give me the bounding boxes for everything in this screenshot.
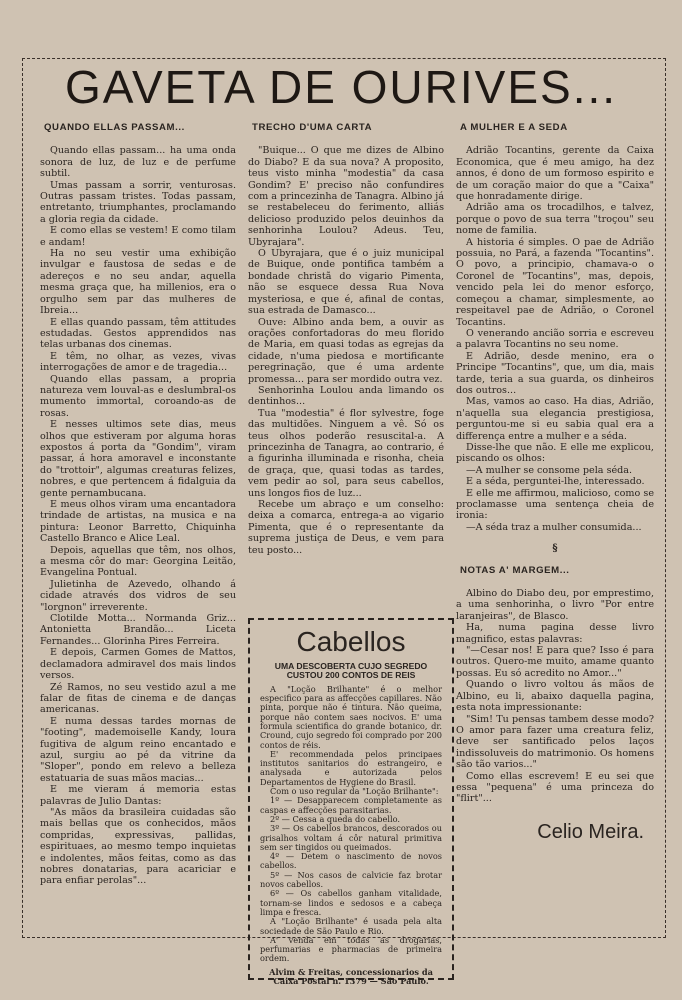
left-paragraph: E depois, Carmen Gomes de Mattos, declamadora admiravel dos mais lindos versos. bbox=[40, 647, 236, 682]
left-paragraph: Ha no seu vestir uma exhibição invulgar e faustosa de sedas e de adereços e no seu andar, aquella mesma graça que, ha millenios, era o orgulho sem par das mulheres de Ibreia... bbox=[40, 248, 236, 317]
right-paragraph: —A séda traz a mulher consumida... bbox=[466, 521, 642, 533]
middle-paragraph: Tua "modestia" é flor sylvestre, foge das multidões. Ninguem a vê. Só os teus olhos poderão resuscital-a. A princezinha de Tanagra, ao contrario, é a figurinha illuminada e risonha, cheia de graça, que, quasi todas as tardes, vem pedir ao sol, para seus cabellos, uns longos fios de luz... bbox=[248, 407, 444, 499]
right-paragraph: E a séda, perguntei-lhe, interessado. bbox=[466, 476, 645, 488]
advert-text bbox=[260, 685, 442, 964]
right-paragraph: Mas, vamos ao caso. Ha dias, Adrião, n'aquella sua elegancia prestigiosa, perguntou-me si eu sabia qual era a differença entre a mulher e a séda. bbox=[456, 396, 654, 442]
advert-paragraph: 1º — Desapparecem completamente as caspas e affecções parasitarias. bbox=[260, 795, 442, 815]
right-column-heading: A MULHER E A SEDA bbox=[460, 122, 568, 133]
advert-paragraph: A "Loção Brilhante" é o melhor especifico para as affecções capillares. Não pinta, porque não é tintura. Não queima, porque não contem saes nocivos. E' uma formula scientifica do grande botanico, dr. Cround, cujo segredo foi comprado por 200 contos de réis. bbox=[260, 683, 442, 750]
advert-paragraph: 4º — Detem o nascimento de novos cabellos. bbox=[260, 851, 442, 871]
left-paragraph: E meus olhos viram uma encantadora trindade de artistas, na musica e na pintura: Leonor Barretto, Chiquinha Castello Branco e Alice Leal. bbox=[40, 499, 236, 545]
notes-paragraph: "—Cesar nos! E para que? Isso é para outros. Quero-me muito, amame quanto possas. Eu só acredito no Amor..." bbox=[456, 645, 654, 679]
right-paragraph: E Adrião, desde menino, era o Principe "Tocantins", que, um dia, mais tarde, teria a sua guarda, os dinheiros dos outros... bbox=[456, 350, 654, 396]
notes-paragraph: Como ellas escrevem! E eu sei que essa "pequena" é uma princeza do "flirt"... bbox=[456, 770, 654, 805]
advert-subtitle: UMA DESCOBERTA CUJO SEGREDO CUSTOU 200 CONTOS DE REIS bbox=[274, 661, 428, 681]
author-signature: Celio Meira. bbox=[537, 820, 644, 843]
advert-paragraph: 6º — Os cabellos ganham vitalidade, tornam-se lindos e sedosos e a cabeça limpa e fresca. bbox=[260, 888, 442, 917]
left-paragraph: Quando ellas passam, a propria natureza vem louval-as e deslumbral-os mumento immortal, coroando-as de rosas. bbox=[40, 373, 236, 419]
middle-paragraph: "Buique... O que me dizes de Albino do Diabo? E da sua nova? A proposito, teus visto minha "modestia" da casa Gondim? E' preciso não confundires com a princezinha de Tanagra. Albino já se restabeleceu do ferimento, alliás delicioso produzido pelos deuinhos da senhorinha Loulou? Adeus. Teu, Ubyrajara". bbox=[248, 145, 444, 248]
middle-paragraph: Recebe um abraço e um conselho: deixa a comarca, entrega-a ao vigario Pimenta, que é o representante da suprema justiça de Deus, e vem para teu posto... bbox=[248, 499, 444, 556]
left-paragraph: E numa dessas tardes mornas de "footing", mademoiselle Kandy, loura fugitiva de algum reino encantado e azul, surgiu ao pé da vitrine da "Sloper", pondo em relevo a belleza estatuaria de suas mãos macias... bbox=[40, 715, 236, 784]
left-paragraph: Clotilde Motta... Normanda Griz... Antonietta Brandão... Liceta Fernandes... Glorinha Pires Ferreira. bbox=[40, 613, 236, 647]
right-paragraph: O venerando ancião sorria e escreveu a palavra Tocantins no seu nome. bbox=[456, 327, 654, 351]
section-separator: § bbox=[552, 543, 558, 555]
left-paragraph: E me vieram á memoria estas palavras de Julio Dantas: bbox=[40, 784, 236, 807]
left-paragraph: "As mãos da brasileira cuidadas são mais bellas que os conhecidos, mãos compridas, expressivas, pallidas, espirituaes, ao mesmo tempo inquietas e indolentes, mãos feitas, como as das nobres donatarias, para acariciar e para enfiar perolas"... bbox=[40, 806, 236, 887]
left-paragraph: E têm, no olhar, as vezes, vivas interrogações de amor e de tragedia... bbox=[40, 350, 236, 374]
right-paragraph: Disse-lhe que não. E elle me explicou, piscando os olhos: bbox=[456, 441, 654, 465]
advert-paragraph: 5º — Nos casos de calvicie faz brotar novos cabellos. bbox=[260, 869, 442, 890]
middle-column-heading: TRECHO D'UMA CARTA bbox=[252, 122, 373, 133]
notes-paragraph: Quando o livro voltou ás mãos de Albino, eu li, abaixo daquella pagina, esta nota impressionante: bbox=[456, 679, 654, 714]
advert-paragraph: 2º — Cessa a queda do cabello. bbox=[270, 813, 400, 824]
left-paragraph: Zé Ramos, no seu vestido azul a me falar de fitas de cinema e de danças americanas. bbox=[40, 681, 236, 716]
middle-paragraph: O Ubyrajara, que é o juiz municipal de Buique, onde pontifica também a bondade christã do vigario Pimenta, não se esquece dessa Rua Nova mysteriosa, e que é, afinal de contas, sua estrada de Damasco... bbox=[248, 248, 444, 317]
middle-column bbox=[248, 122, 444, 608]
left-paragraph: E ellas quando passam, têm attitudes estudadas. Gestos apprendidos nas telas urbanas dos cinemas. bbox=[40, 316, 236, 351]
left-paragraph: Depois, aquellas que têm, nos olhos, a mesma côr do mar: Georgina Leitão, Evangelina Pontual. bbox=[40, 544, 236, 579]
notes-paragraph: Albino do Diabo deu, por emprestimo, a uma senhorinha, o livro "Por entre laranjeiras", de Blasco. bbox=[456, 588, 654, 622]
right-column bbox=[456, 122, 654, 932]
right-paragraph: A historia é simples. O pae de Adrião possuia, no Pará, a fazenda "Tocantins". O povo, a principio, chamava-o o Coronel de "Tocantins", mas, depois, vencido pela lei do menor esforço, começou a chamar, simplesmente, ao respeitavel pae de Adrião, o Coronel Tocantins. bbox=[456, 236, 654, 328]
advert-paragraph: A' venda em todas as drogarias, perfumarias e pharmacias de primeira ordem. bbox=[260, 934, 442, 964]
left-column-heading: QUANDO ELLAS PASSAM... bbox=[44, 122, 185, 133]
middle-paragraph: Ouve: Albino anda bem, a ouvir as orações confortadoras do meu florido de Maria, em quasi todas as egrejas da cidade, n'uma piedosa e mortificante peregrinação, que é uma ardente promessa... para ser mordido outra vez. bbox=[248, 316, 444, 385]
advert-footer: Alvim & Freitas, concessionarios da Caixa Postal n. 1379 — São Paulo. bbox=[269, 966, 433, 987]
left-paragraph: E nesses ultimos sete dias, meus olhos que estiveram por alguma horas expostos á porta da "Gondim", viram passar, á hora amoravel e inconstante do "trottoir", algumas creaturas felizes, nobres, e que pertencem á fidalguia da gente pernambucana. bbox=[40, 419, 236, 499]
middle-paragraph: Senhorinha Loulou anda limando os dentinhos... bbox=[248, 384, 444, 408]
right-paragraph: E elle me affirmou, malicioso, como se proclamasse uma sentença cheia de ironia: bbox=[456, 487, 654, 522]
left-column bbox=[40, 122, 236, 932]
right-paragraph: —A mulher se consome pela séda. bbox=[466, 464, 633, 476]
notes-heading: NOTAS A' MARGEM... bbox=[460, 564, 570, 576]
right-paragraph: Adrião ama os trocadilhos, e talvez, porque o povo de sua terra "troçou" seu nome de familia. bbox=[456, 202, 654, 237]
advert-box bbox=[248, 618, 454, 987]
left-paragraph: E como ellas se vestem! E como tilam e andam! bbox=[40, 225, 236, 248]
page-title: GAVETA DE OURIVES... bbox=[64, 61, 618, 113]
advert-paragraph: Com o uso regular da "Loção Brilhante": bbox=[270, 786, 439, 797]
right-paragraph: Adrião Tocantins, gerente da Caixa Economica, que é meu amigo, ha dez annos, é dono de um formoso espirito e de um coração maior do que a "Caixa" que honradamente dirige. bbox=[456, 145, 654, 203]
advert-paragraph: 3º — Os cabellos brancos, descorados ou grisalhos voltam á côr natural primitiva sem ser tingidos ou queimados. bbox=[260, 823, 442, 852]
left-paragraph: Quando ellas passam... ha uma onda sonora de luz, de luz e de perfume subtil. bbox=[40, 145, 236, 180]
advert-paragraph: E' recommendada pelos principaes institutos sanitarios do estrangeiro, e analysada e autorizada pelos Departamentos de Hygiene do Brasil. bbox=[260, 748, 442, 787]
advert-title: Cabellos bbox=[296, 626, 406, 657]
notes-paragraph: "Sim! Tu pensas tambem desse modo? O amor para fazer uma creatura feliz, deve ser santificado pelos laços indissoluveis do matrimonio. Os homens são tão varios..." bbox=[456, 713, 654, 771]
left-paragraph: Julietinha de Azevedo, olhando á cidade através dos vidros de seu "lorgnon" irreverente. bbox=[40, 578, 236, 613]
left-paragraph: Umas passam a sorrir, venturosas. Outras passam tristes. Todas passam, entretanto, triumphantes, proclamando a gloria regia da cidade. bbox=[40, 179, 236, 225]
notes-paragraph: Ha, numa pagina desse livro magnifico, estas palavras: bbox=[456, 622, 654, 645]
advert-paragraph: A "Loção Brilhante" é usada pela alta sociedade de São Paulo e Rio. bbox=[260, 916, 442, 936]
